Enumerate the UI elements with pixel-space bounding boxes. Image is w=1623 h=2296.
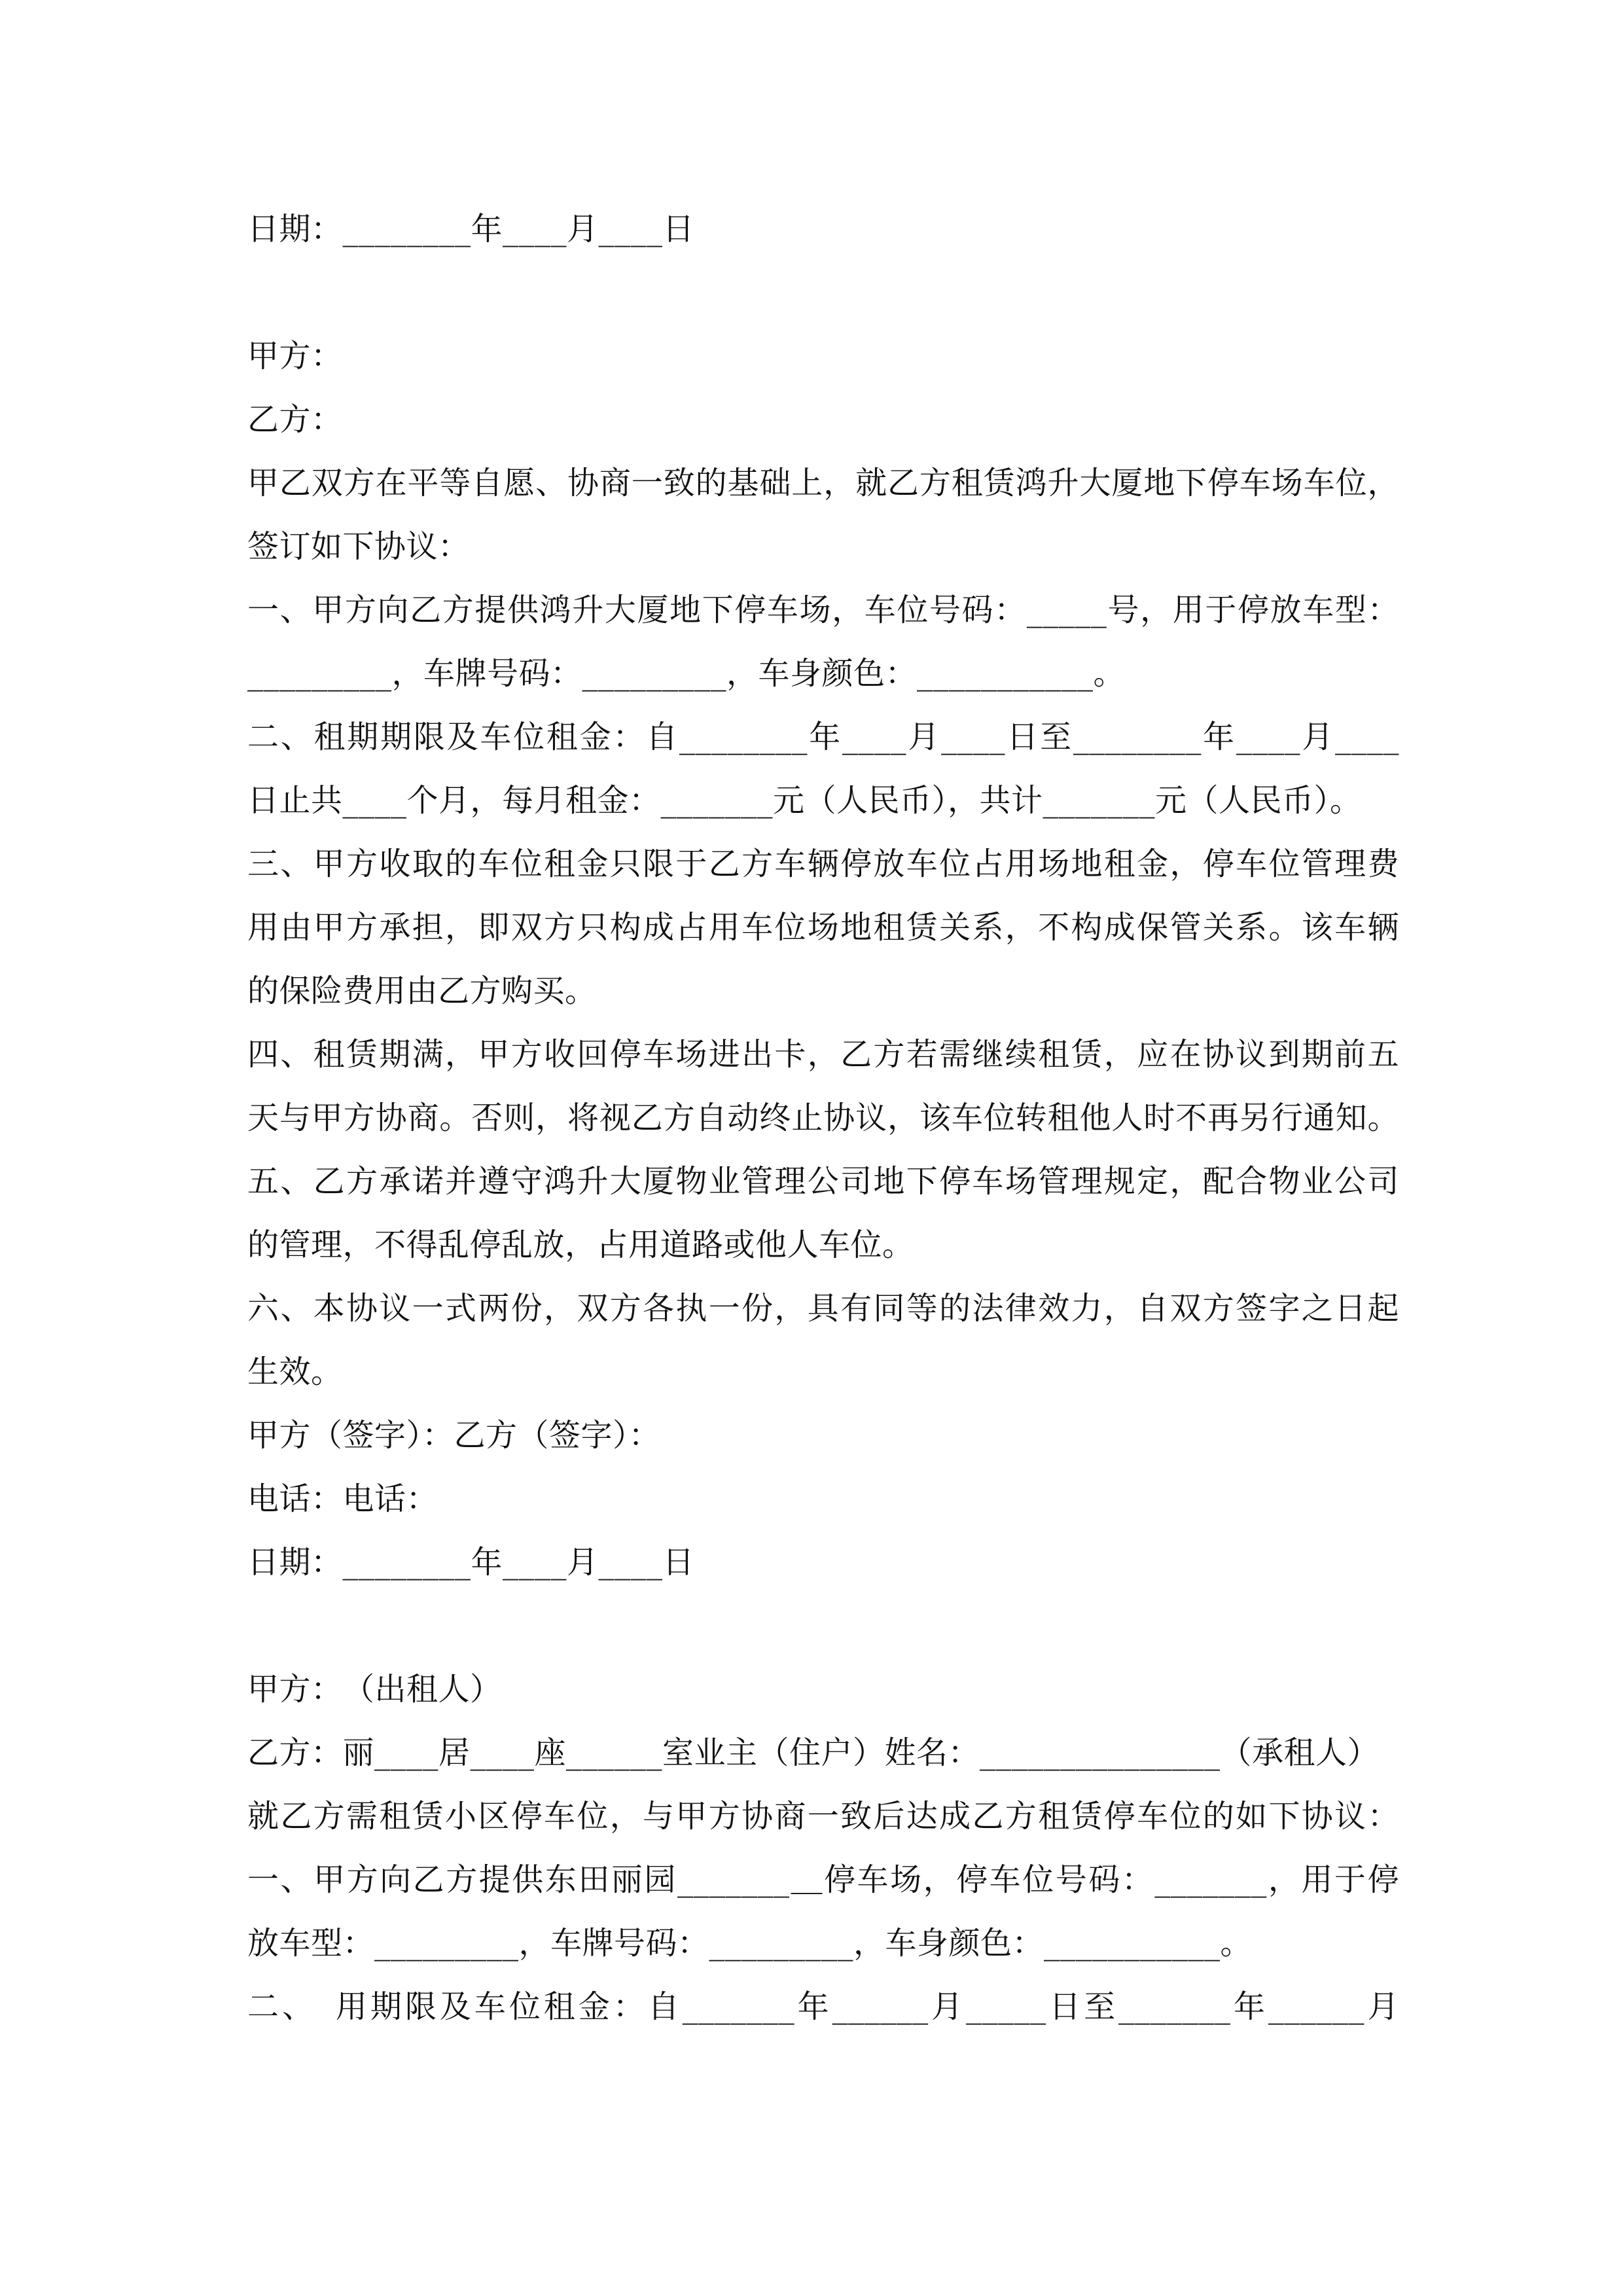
signature-line: 甲方（签字）：乙方（签字）： xyxy=(247,1417,661,1454)
party-b-line: 乙方： xyxy=(247,401,343,438)
clause-1b-line-2: 放车型：_________，车牌号码：_________，车身颜色：___________。 xyxy=(247,1925,1253,1962)
clause-1-line-1: 一、甲方向乙方提供鸿升大厦地下停车场，车位号码：_____号，用于停放车型： xyxy=(247,592,1399,628)
lessee-line: 乙方：丽____居____座______室业主（住户）姓名：_______________（承租人） xyxy=(247,1734,1380,1771)
clause-6-line-1: 六、本协议一式两份，双方各执一份，具有同等的法律效力，自双方签字之日起 xyxy=(247,1290,1399,1327)
lessor-line: 甲方： （出租人） xyxy=(247,1671,502,1708)
clause-3-line-3: 的保险费用由乙方购买。 xyxy=(247,973,597,1009)
clause-4-line-1: 四、租赁期满，甲方收回停车场进出卡，乙方若需继续租赁，应在协议到期前五 xyxy=(247,1036,1399,1073)
date-line-2: 日期：________年____月____日 xyxy=(247,1544,695,1581)
clause-2-line-1: 二、租期期限及车位租金：自________年____月____日至________年____月____ xyxy=(247,719,1399,755)
clause-1b-line-1: 一、甲方向乙方提供东田丽园_______＿停车场，停车位号码：_______，用于停 xyxy=(247,1861,1399,1898)
phone-line: 电话：电话： xyxy=(247,1480,438,1517)
clause-5-line-2: 的管理，不得乱停乱放，占用道路或他人车位。 xyxy=(247,1227,914,1263)
clause-2b-line-1: 二、 用期限及车位租金：自_______年______月_____日至_______年______月 xyxy=(247,1988,1399,2025)
clause-4-line-2: 天与甲方协商。否则，将视乙方自动终止协议，该车位转租他人时不再另行通知。 xyxy=(247,1100,1399,1136)
intro-line-3: 就乙方需租赁小区停车位，与甲方协商一致后达成乙方租赁停车位的如下协议： xyxy=(247,1798,1399,1835)
clause-1-line-2: _________，车牌号码：_________，车身颜色：___________。 xyxy=(247,655,1126,692)
date-line: 日期：________年____月____日 xyxy=(247,211,695,247)
clause-2-line-2: 日止共____个月，每月租金：_______元（人民币），共计_______元（人民币）。 xyxy=(247,782,1362,819)
intro-line-1: 甲乙双方在平等自愿、协商一致的基础上，就乙方租赁鸿升大厦地下停车场车位， xyxy=(247,465,1399,501)
intro-line-2: 签订如下协议： xyxy=(247,528,470,565)
clause-3-line-1: 三、甲方收取的车位租金只限于乙方车辆停放车位占用场地租金，停车位管理费 xyxy=(247,846,1399,882)
clause-3-line-2: 用由甲方承担，即双方只构成占用车位场地租赁关系，不构成保管关系。该车辆 xyxy=(247,909,1399,946)
clause-6-line-2: 生效。 xyxy=(247,1354,343,1390)
clause-5-line-1: 五、乙方承诺并遵守鸿升大厦物业管理公司地下停车场管理规定，配合物业公司 xyxy=(247,1163,1399,1200)
party-a-line: 甲方： xyxy=(247,338,343,374)
